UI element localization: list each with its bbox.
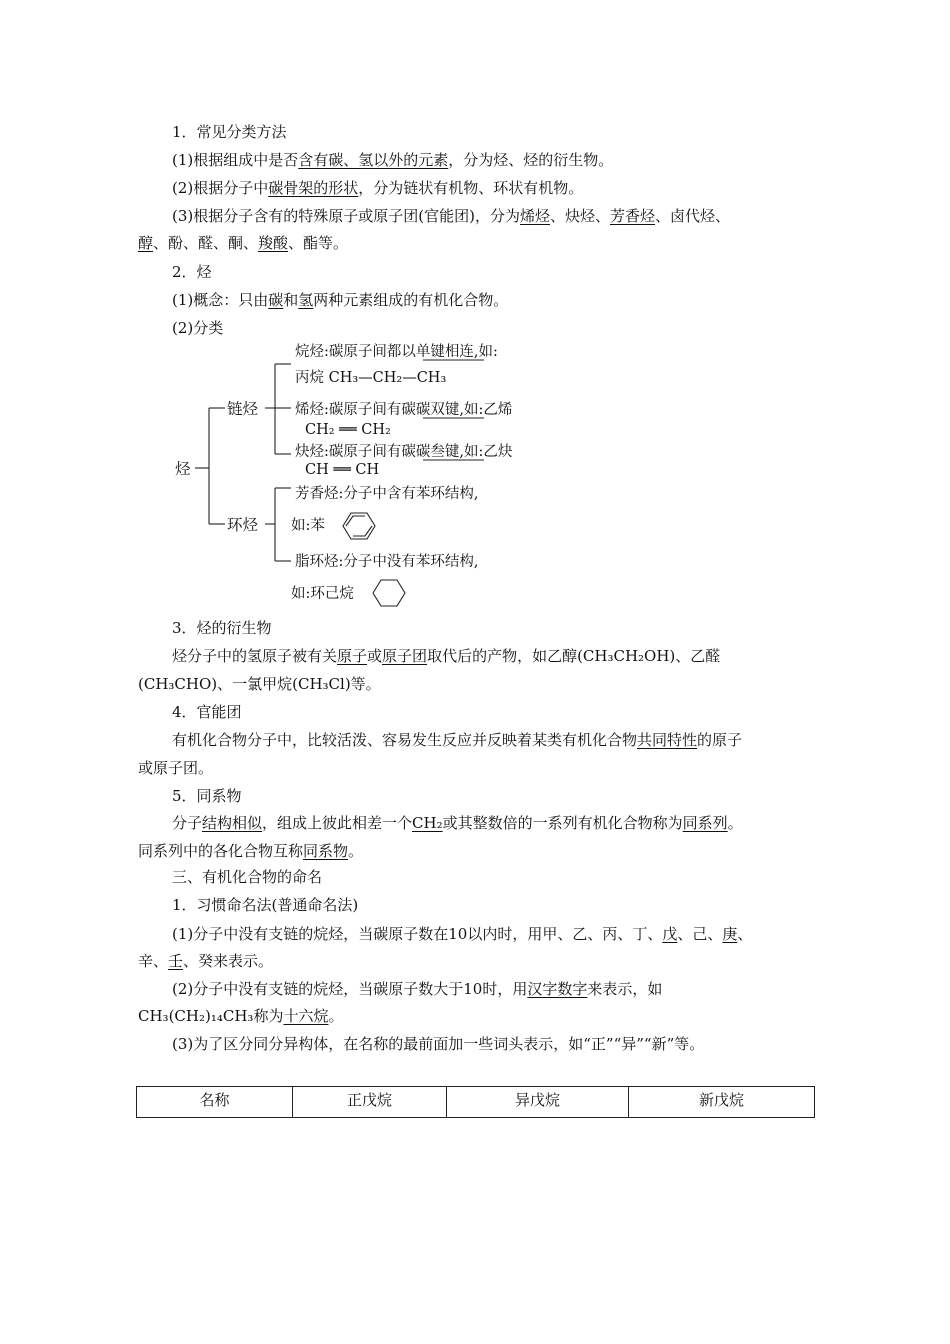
text: (3)根据分子含有的特殊原子或原子团(官能团)，分为	[172, 207, 520, 225]
text: ,如:乙炔	[459, 444, 513, 460]
heading-classification: 1．常见分类方法	[172, 123, 287, 141]
underlined-answer: 碳骨架的形状	[268, 179, 359, 197]
alicyclic-definition: 脂环烃:分子中没有苯环结构,	[295, 554, 479, 570]
text: 辛、	[138, 952, 169, 970]
text: 、卤代烃、	[655, 207, 731, 225]
table-row	[137, 1087, 815, 1118]
text: 烯烃:碳原子间有碳碳双键	[295, 402, 460, 418]
text: 取代后的产物，如乙醇(CH₃CH₂OH)、乙醛	[427, 647, 721, 665]
paragraph	[172, 646, 720, 666]
table-header-cell: 异戊烷	[447, 1087, 629, 1118]
underlined-answer: 氢	[298, 291, 314, 309]
underlined-answer: 羧酸	[258, 234, 289, 252]
underlined-answer: 戊	[662, 925, 678, 943]
text: 、炔烃、	[549, 207, 610, 225]
text: (2)根据分子中	[172, 179, 269, 197]
heading-homologue: 5．同系物	[172, 787, 242, 805]
cyclohexane-ring-icon	[373, 580, 405, 606]
text: 。	[727, 814, 743, 832]
underlined-answer: 碳	[268, 291, 284, 309]
text: CH₃(CH₂)₁₄CH₃称为	[138, 1007, 284, 1025]
paragraph	[172, 730, 742, 750]
underlined-answer: 汉字数字	[527, 980, 588, 998]
ring-hydrocarbon-label: 环烃	[227, 516, 259, 534]
underlined-answer: 含有碳、氢以外的元素	[298, 151, 449, 169]
text: 炔烃:碳原子间有碳碳叁键	[295, 444, 460, 460]
underlined-answer: 结构相似	[202, 814, 263, 832]
text: (1)分子中没有支链的烷烃，当碳原子数在10以内时，用甲、乙、丙、丁、	[172, 925, 663, 943]
text: 和	[283, 291, 299, 309]
text: (1)概念：只由	[172, 291, 269, 309]
text: 、酯等。	[288, 234, 349, 252]
paragraph	[172, 150, 613, 170]
heading-functional-group: 4．官能团	[172, 703, 242, 721]
heading-nomenclature: 三、有机化合物的命名	[172, 868, 323, 886]
underlined-answer: 醇	[138, 234, 154, 252]
paragraph	[172, 813, 743, 833]
text: 烃分子中的氢原子被有关	[172, 647, 338, 665]
chain-hydrocarbon-label: 链烃	[227, 400, 259, 418]
text: 分子	[172, 814, 203, 832]
paragraph	[138, 841, 363, 861]
text: 、己、	[677, 925, 723, 943]
underlined-answer: CH₂	[412, 814, 443, 832]
text: (1)根据组成中是否	[172, 151, 299, 169]
underlined-answer: 原子团	[382, 647, 428, 665]
underlined-answer: 壬	[168, 952, 184, 970]
text: 、	[737, 925, 753, 943]
alkane-example: 丙烷 CH₃—CH₂—CH₃	[295, 370, 447, 386]
heading-derivatives: 3．烃的衍生物	[172, 619, 272, 637]
table-header-cell: 正戊烷	[293, 1087, 447, 1118]
text: 来表示，如	[587, 980, 663, 998]
text: 的原子	[697, 731, 743, 749]
text: 同系列中的各化合物互称	[138, 842, 304, 860]
alicyclic-example: 如:环己烷	[291, 586, 354, 602]
paragraph: (2)分类	[172, 319, 224, 337]
underlined-answer: 十六烷	[283, 1007, 329, 1025]
alkane-definition	[295, 343, 498, 360]
aromatic-example: 如:苯	[291, 518, 325, 534]
underlined-answer: 同系列	[682, 814, 728, 832]
paragraph: 或原子团。	[138, 759, 214, 777]
paragraph: (3)为了区分同分异构体，在名称的最前面加一些词头表示，如“正”“异”“新”等。	[172, 1035, 705, 1053]
text: 两种元素组成的有机化合物。	[313, 291, 509, 309]
text: 。	[328, 1007, 344, 1025]
text: 或其整数倍的一系列有机化合物称为	[442, 814, 683, 832]
paragraph	[172, 178, 583, 198]
paragraph	[172, 924, 752, 944]
underlined-answer: 庚	[722, 925, 738, 943]
underlined-answer: 原子	[337, 647, 368, 665]
subheading-common-naming: 1．习惯命名法(普通命名法)	[172, 896, 359, 914]
text: 或	[367, 647, 383, 665]
paragraph	[172, 206, 730, 226]
underlined-answer: 共同特性	[637, 731, 698, 749]
text: ，分为链状有机物、环状有机物。	[358, 179, 584, 197]
text: ,如:	[473, 344, 498, 360]
heading-hydrocarbon: 2．烃	[172, 263, 212, 281]
table-header-cell: 名称	[137, 1087, 293, 1118]
underlined-answer: 同系物	[303, 842, 349, 860]
text: ，组成上彼此相差一个	[262, 814, 413, 832]
underlined-answer: 烯烃	[519, 207, 550, 225]
aromatic-definition: 芳香烃:分子中含有苯环结构,	[295, 486, 479, 502]
paragraph	[138, 951, 273, 971]
text: 烷烃:碳原子间都以单键相连	[295, 344, 474, 360]
paragraph	[172, 290, 508, 310]
underlined-answer: 芳香烃	[610, 207, 656, 225]
text: ，分为烃、烃的衍生物。	[448, 151, 614, 169]
text: 、酚、醛、酮、	[153, 234, 259, 252]
hydrocarbon-classification-diagram	[165, 336, 585, 616]
pentane-isomer-table	[136, 1086, 815, 1118]
table-header-cell: 新戊烷	[629, 1087, 815, 1118]
alkyne-definition	[295, 443, 513, 460]
paragraph	[138, 1006, 343, 1026]
text: 有机化合物分子中，比较活泼、容易发生反应并反映着某类有机化合物	[172, 731, 638, 749]
text: 。	[348, 842, 364, 860]
alkene-definition	[295, 400, 512, 418]
text: (2)分子中没有支链的烷烃，当碳原子数大于10时，用	[172, 980, 528, 998]
root-label: 烃	[175, 460, 191, 478]
paragraph	[138, 233, 348, 253]
alkene-example: CH₂ ══ CH₂	[305, 422, 391, 438]
paragraph	[172, 979, 662, 999]
text: ,如:乙烯	[459, 402, 513, 418]
alkyne-example: CH ══ CH	[305, 462, 380, 478]
benzene-ring-icon	[343, 513, 375, 539]
paragraph: (CH₃CHO)、一氯甲烷(CH₃Cl)等。	[138, 675, 381, 693]
text: 、癸来表示。	[183, 952, 274, 970]
